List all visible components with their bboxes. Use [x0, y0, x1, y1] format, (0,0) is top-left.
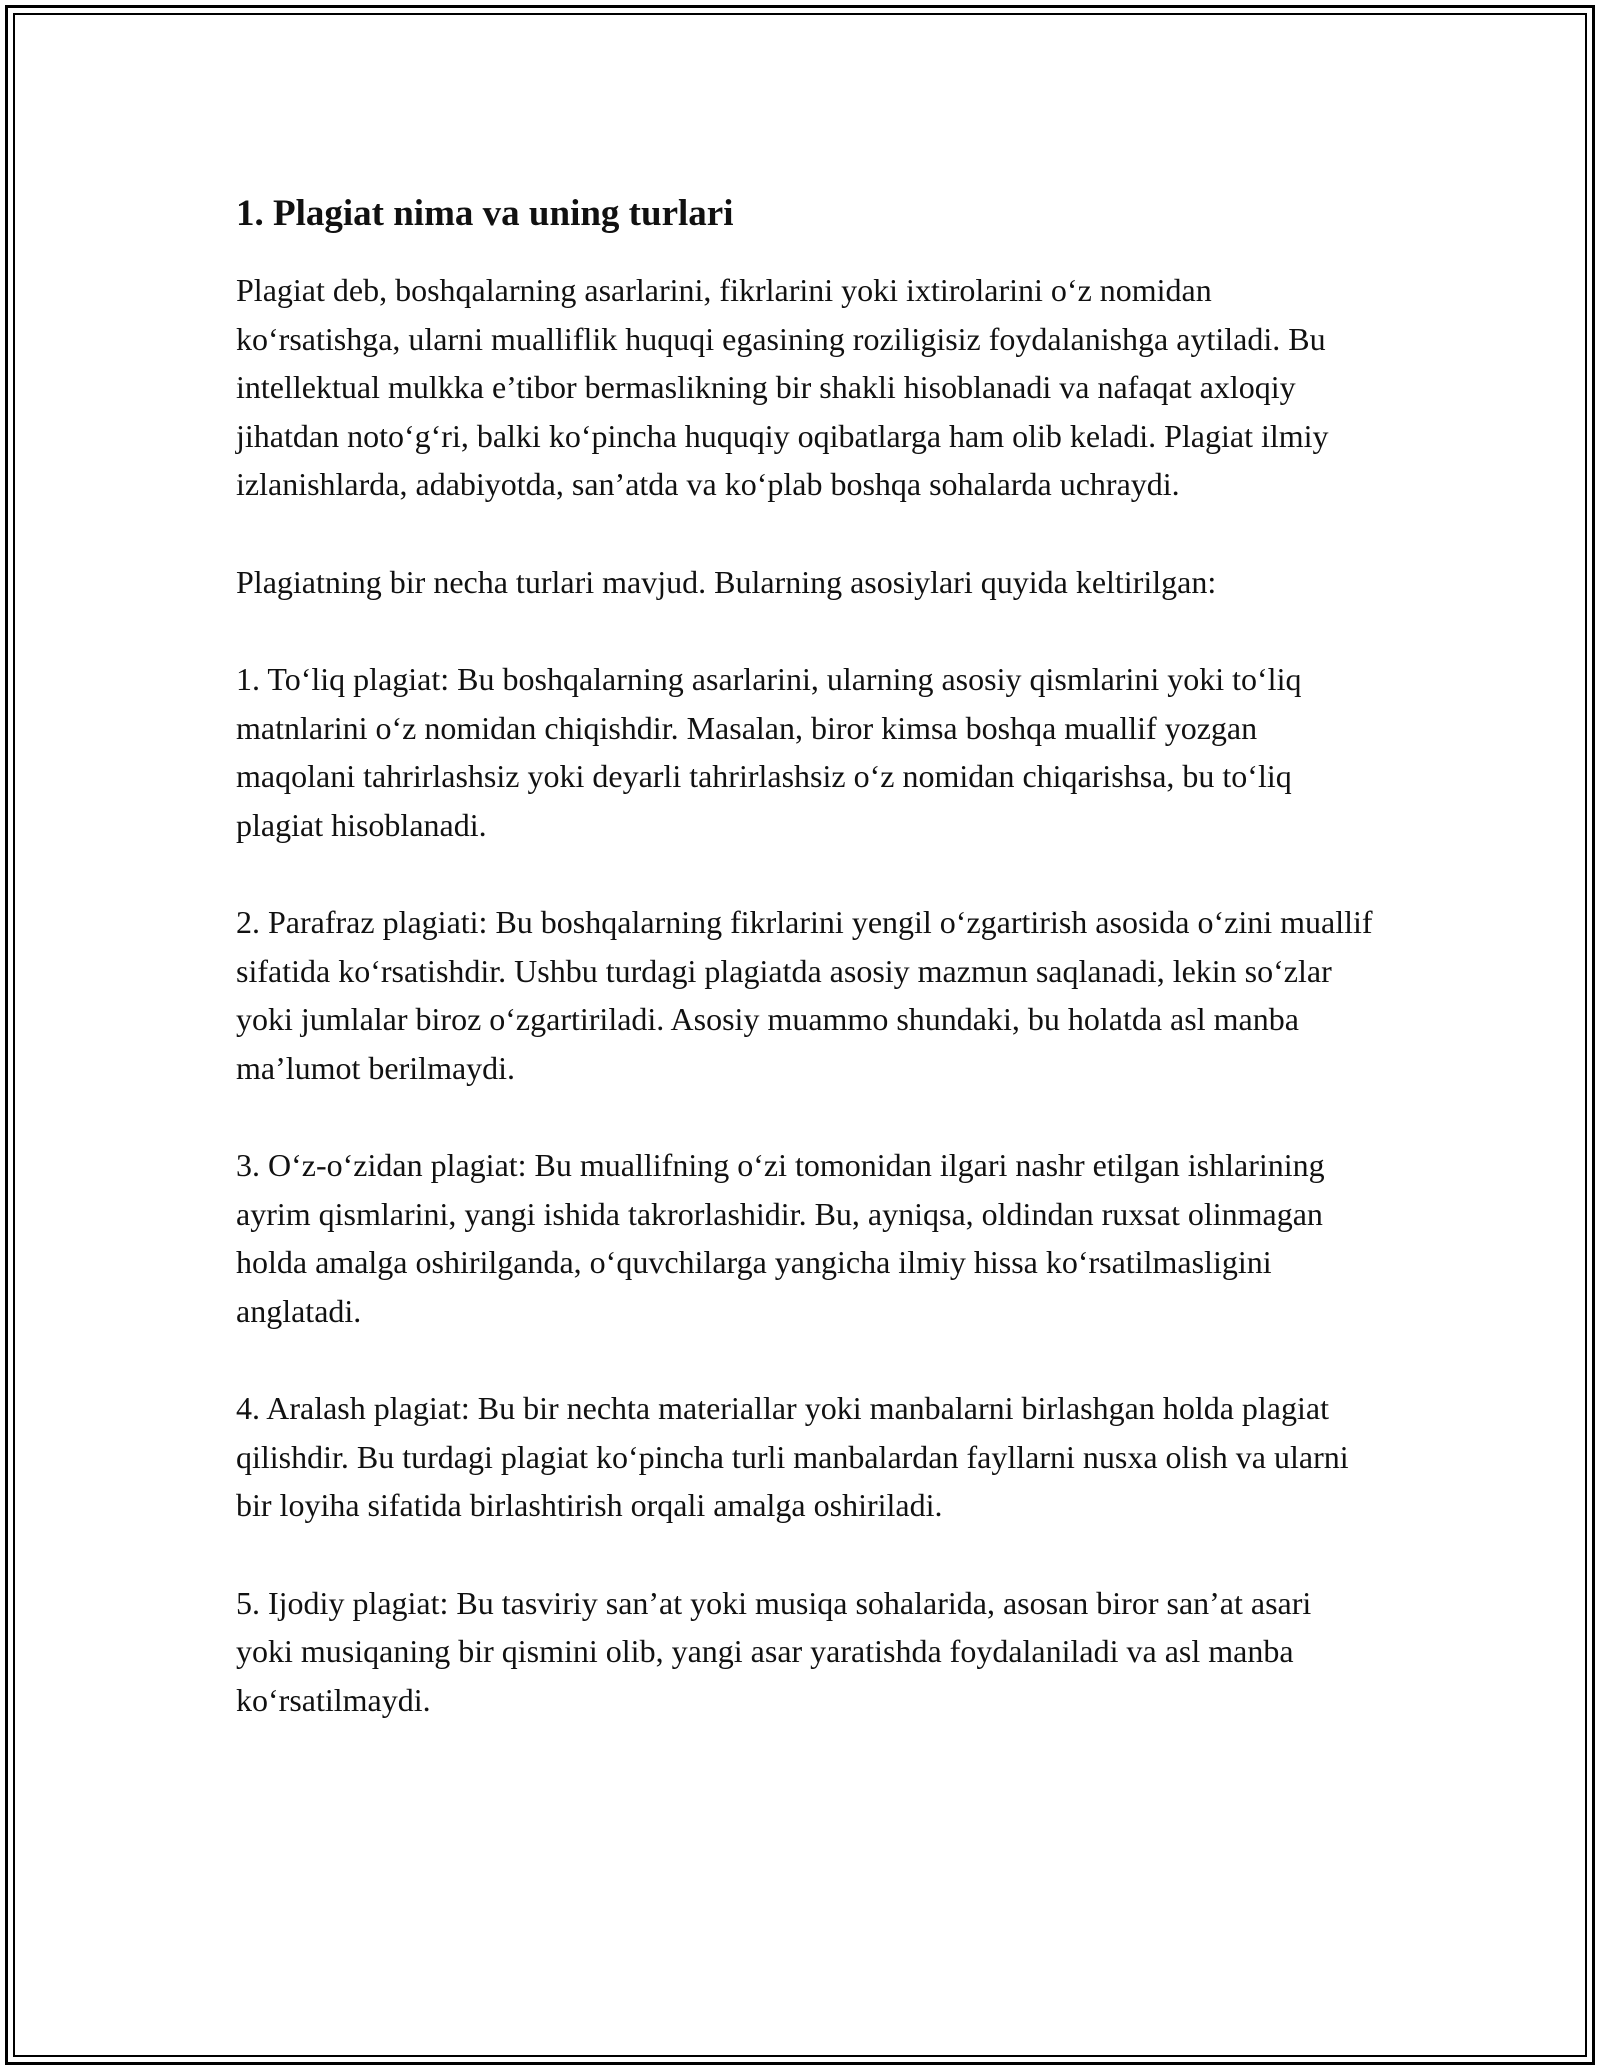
paragraph-type-mixed-plagiarism: 4. Aralash plagiat: Bu bir nechta materiallar yoki manbalarni birlashgan holda plagiat qilishdir. Bu turdagi plagiat ko‘pincha turli manbalardan fayllarni nusxa olish va ularni bir loyiha sifatida birlashtirish orqali amalga oshiriladi.: [236, 1390, 1349, 1523]
paragraph-types-intro: Plagiatning bir necha turlari mavjud. Bularning asosiylari quyida keltirilgan:: [236, 563, 1217, 600]
paragraph-type-creative-plagiarism: 5. Ijodiy plagiat: Bu tasviriy san’at yoki musiqa sohalarida, asosan biror san’at asari yoki musiqaning bir qismini olib, yangi asar yaratishda foydalaniladi va asl manba ko‘rsatilmaydi.: [236, 1584, 1312, 1718]
paragraph-type-self-plagiarism: 3. O‘z-o‘zidan plagiat: Bu muallifning o‘zi tomonidan ilgari nashr etilgan ishlarining ayrim qismlarini, yangi ishida takrorlashidir. Bu, ayniqsa, oldindan ruxsat olinmagan holda amalga oshirilganda, o‘quvchilarga yangicha ilmiy hissa ko‘rsatilmasligini anglatadi.: [236, 1147, 1325, 1329]
paragraph-definition: Plagiat deb, boshqalarning asarlarini, fikrlarini yoki ixtirolarini o‘z nomidan ko‘rsatishga, ularni mualliflik huquqi egasining roziligisiz foydalanishga aytiladi. Bu intellektual mulkka e’tibor bermaslikning bir shakli hisoblanadi va nafaqat axloqiy jihatdan noto‘g‘ri, balki ko‘pincha huquqiy oqibatlarga ham olib keladi. Plagiat ilmiy izlanishlarda, adabiyotda, san’atda va ko‘plab boshqa sohalarda uchraydi.: [236, 272, 1329, 502]
section-heading: 1. Plagiat nima va uning turlari: [236, 193, 734, 234]
paragraph-type-full-plagiarism: 1. To‘liq plagiat: Bu boshqalarning asarlarini, ularning asosiy qismlarini yoki to‘liq matnlarini o‘z nomidan chiqishdir. Masalan, biror kimsa boshqa muallif yozgan maqolani tahrirlashsiz yoki deyarli tahrirlashsiz o‘z nomidan chiqarishsa, bu to‘liq plagiat hisoblanadi.: [236, 661, 1302, 843]
paragraph-type-paraphrase-plagiarism: 2. Parafraz plagiati: Bu boshqalarning fikrlarini yengil o‘zgartirish asosida o‘zini muallif sifatida ko‘rsatishdir. Ushbu turdagi plagiatda asosiy mazmun saqlanadi, lekin so‘zlar yoki jumlalar biroz o‘zgartiriladi. Asosiy muammo shundaki, bu holatda asl manba ma’lumot berilmaydi.: [236, 904, 1373, 1086]
document-body: [236, 184, 1376, 1724]
